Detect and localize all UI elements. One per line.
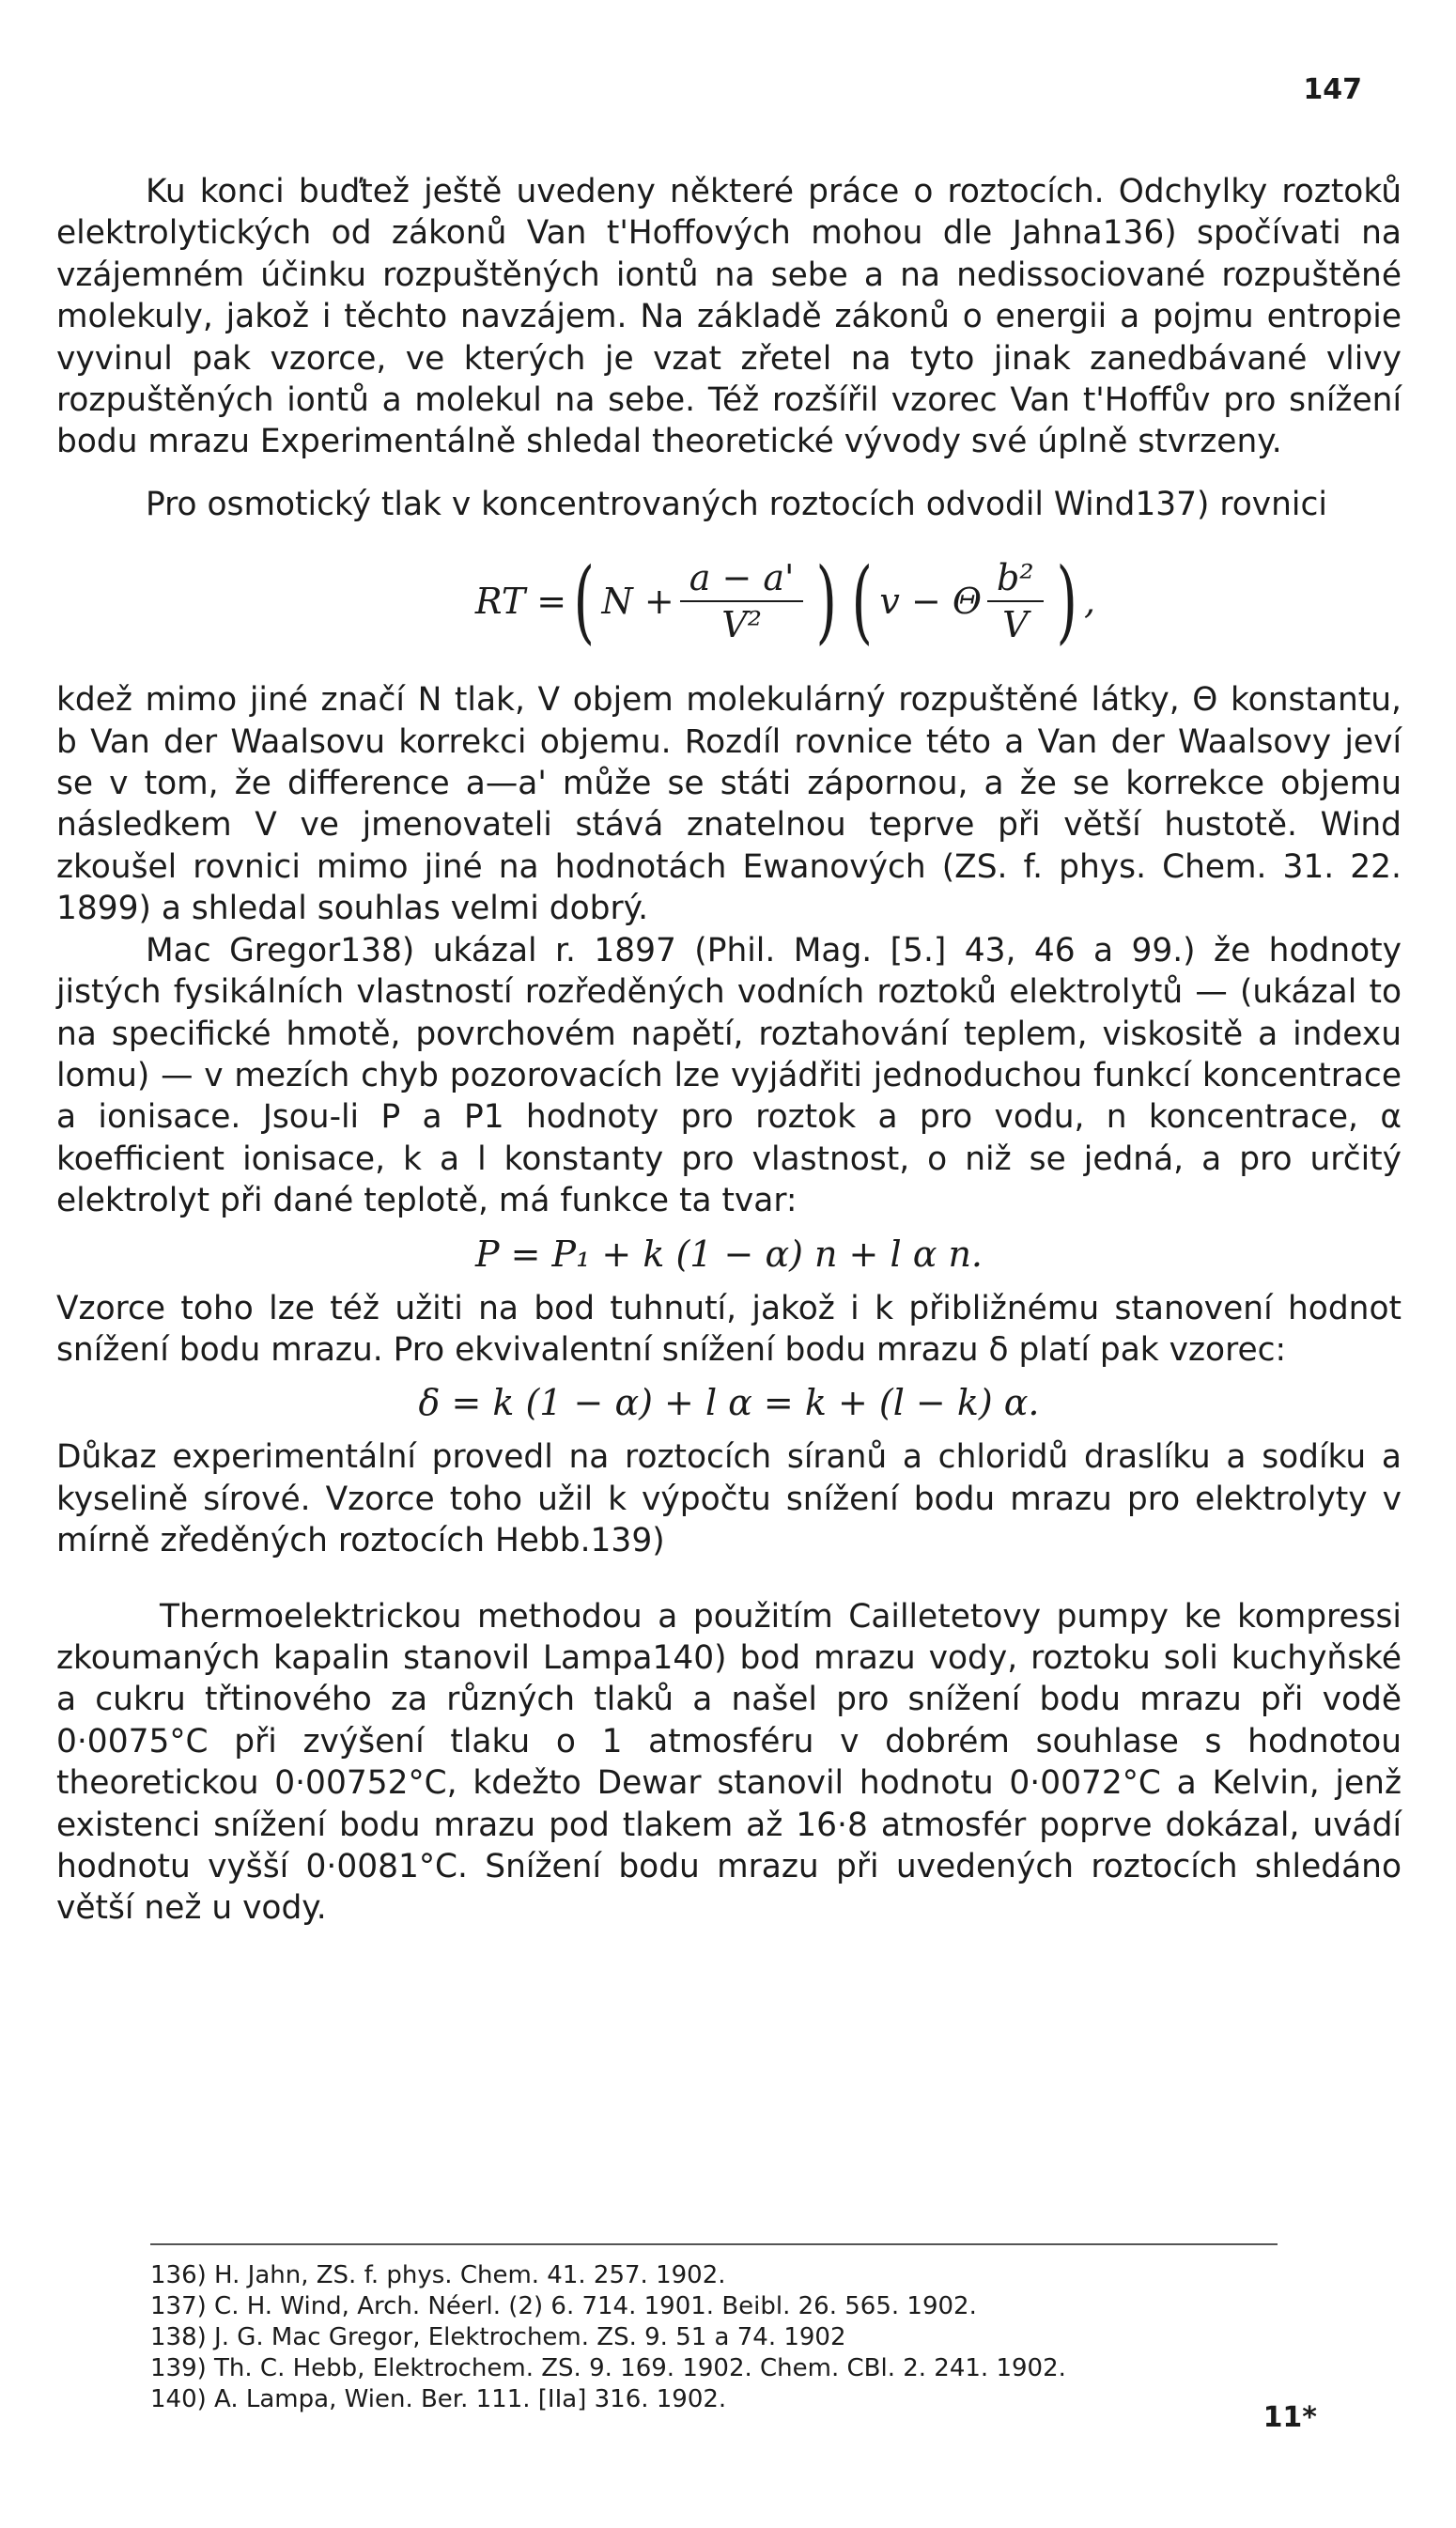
footnotes xyxy=(150,2243,1278,2415)
wind-fraction-2 xyxy=(987,557,1044,645)
paren-close-1: ) xyxy=(815,549,838,655)
paragraph-2: Pro osmotický tlak v koncentrovaných roztocích odvodil Wind137) rovnici xyxy=(146,485,1327,523)
paragraph-5: Vzorce toho lze též užiti na bod tuhnutí, jakož i k přibližnému stanovení hodnot snížení bodu mrazu. Pro ekvivalentní snížení bodu mrazu δ platí pak vzorec: xyxy=(56,1289,1402,1369)
wind-v-term: v − Θ xyxy=(879,581,983,623)
footnote-136: 136) H. Jahn, ZS. f. phys. Chem. 41. 257. 1902. xyxy=(150,2261,726,2289)
paren-open-1: ( xyxy=(573,549,596,655)
macgregor-equation: P = P₁ + k (1 − α) n + l α n. xyxy=(474,1233,984,1275)
paren-close-2: ) xyxy=(1056,549,1077,655)
footnote-138: 138) J. G. Mac Gregor, Elektrochem. ZS. 9. 51 a 74. 1902 xyxy=(150,2323,846,2351)
wind-fraction-2-numerator: b² xyxy=(987,557,1044,602)
wind-fraction-1 xyxy=(680,557,804,645)
footnote-140: 140) A. Lampa, Wien. Ber. 111. [IIa] 316. 1902. xyxy=(150,2385,727,2413)
wind-tail: , xyxy=(1084,581,1096,623)
paragraph-4: Mac Gregor138) ukázal r. 1897 (Phil. Mag. [5.] 43, 46 a 99.) že hodnoty jistých fysikálních vlastností rozředěných vodních roztoků elektrolytů — (ukázal to na specifické hmotě, povrchovém napětí, roztahování teplem, viskositě a indexu lomu) — v mezích chyb pozorovacích lze vyjádřiti jednoduchou funkcí koncentrace a ionisace. Jsou-li P a P1 hodnoty pro roztok a pro vodu, n koncentrace, α koefficient ionisace, k a l konstanty pro vlastnost, o niž se jedná, a pro určitý elektrolyt při dané teplotě, má funkce ta tvar: xyxy=(56,931,1402,1220)
paren-open-2: ( xyxy=(851,549,873,655)
paragraph-7: Thermoelektrickou methodou a použitím Cailletetovy pumpy ke kompressi zkoumaných kapalin stanovil Lampa140) bod mrazu vody, roztoku soli kuchyňské a cukru třtinového za různých tlaků a našel pro snížení bodu mrazu při vodě 0·0075°C při zvýšení tlaku o 1 atmosféru v dobrém souhlase s hodnotou theoretickou 0·00752°C, kdežto Dewar stanovil hodnotu 0·0072°C a Kelvin, jenž existenci snížení bodu mrazu pod tlakem až 16·8 atmosfér poprve dokázal, uvádí hodnotu vyšší 0·0081°C. Snížení bodu mrazu při uvedených roztocích shledáno větší než u vody. xyxy=(56,1597,1402,1928)
wind-fraction-1-denominator: V² xyxy=(721,604,762,646)
freezing-point-equation: δ = k (1 − α) + l α = k + (l − k) α. xyxy=(418,1382,1040,1424)
wind-fraction-1-numerator: a − a' xyxy=(680,557,804,602)
wind-lhs: RT = xyxy=(474,581,567,623)
paragraph-1: Ku konci buďtež ještě uvedeny některé práce o roztocích. Odchylky roztoků elektrolytických od zákonů Van t'Hoffových mohou dle Jahna136) spočívati na vzájemném účinku rozpuštěných iontů na sebe a na nedissociované rozpuštěné molekuly, jakož i těchto navzájem. Na základě zákonů o energii a pojmu entropie vyvinul pak vzorce, ve kterých je vzat zřetel na tyto jinak zanedbávané vlivy rozpuštěných iontů a molekul na sebe. Též rozšířil vzorec Van t'Hoffův pro snížení bodu mrazu Experimentálně shledal theoretické vývody své úplně stvrzeny. xyxy=(56,173,1402,461)
paragraph-3: kdež mimo jiné značí N tlak, V objem molekulárný rozpuštěné látky, Θ konstantu, b Van der Waalsovu korrekci objemu. Rozdíl rovnice této a Van der Waalsovy jeví se v tom, že difference a—a' může se státi zápornou, a že se korrekce objemu následkem V ve jmenovateli stává znatelnou teprve při větší hustotě. Wind zkoušel rovnici mimo jiné na hodnotách Ewanových (ZS. f. phys. Chem. 31. 22. 1899) a shledal souhlas velmi dobrý. xyxy=(56,681,1402,928)
signature-mark: 11* xyxy=(1262,2401,1317,2434)
paragraph-6: Důkaz experimentální provedl na roztocích síranů a chloridů draslíku a sodíku a kyselině sírové. Vzorce toho užil k výpočtu snížení bodu mrazu pro elektrolyty v mírně zředěných roztocích Hebb.139) xyxy=(56,1438,1402,1560)
wind-N-term: N + xyxy=(601,581,674,623)
footnote-139: 139) Th. C. Hebb, Elektrochem. ZS. 9. 169. 1902. Chem. CBl. 2. 241. 1902. xyxy=(150,2354,1066,2382)
footnote-137: 137) C. H. Wind, Arch. Néerl. (2) 6. 714. 1901. Beibl. 26. 565. 1902. xyxy=(150,2292,977,2320)
page-body xyxy=(56,171,1402,1930)
page-number: 147 xyxy=(1303,73,1362,106)
wind-equation xyxy=(169,531,1402,672)
wind-fraction-2-denominator: V xyxy=(1002,604,1029,646)
